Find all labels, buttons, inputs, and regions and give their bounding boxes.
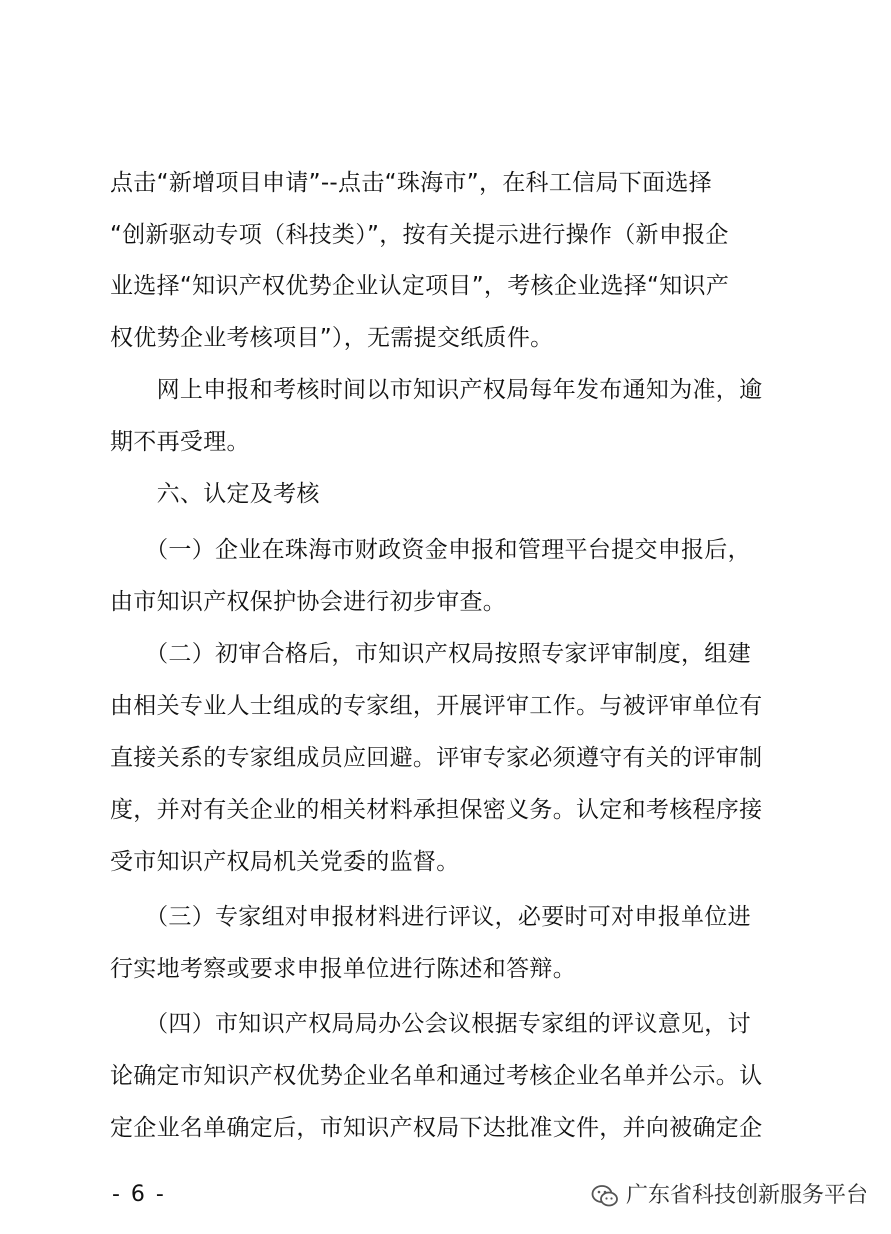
text-line: （三）专家组对申报材料进行评议，必要时可对申报单位进 (110, 904, 751, 930)
text-line: 定企业名单确定后，市知识产权局下达批准文件，并向被确定企 (110, 1115, 763, 1141)
section-heading: 六、认定及考核 (110, 481, 320, 507)
watermark-text: 广东省科技创新服务平台 (626, 1183, 869, 1208)
text-line: 度，并对有关企业的相关材料承担保密义务。认定和考核程序接 (110, 797, 763, 823)
text-line: 点击“新增项目申请”--点击“珠海市”，在科工信局下面选择 (110, 170, 712, 196)
watermark (590, 1178, 868, 1214)
text-line: （四）市知识产权局局办公会议根据专家组的评议意见，讨 (110, 1011, 751, 1037)
text-line: “创新驱动专项（科技类）”，按有关提示进行操作（新申报企 (110, 222, 729, 248)
text-line: 期不再受理。 (110, 429, 250, 455)
text-line: 论确定市知识产权优势企业名单和通过考核企业名单并公示。认 (110, 1063, 763, 1089)
text-line: 业选择“知识产权优势企业认定项目”，考核企业选择“知识产 (110, 273, 730, 299)
text-line: 由相关专业人士组成的专家组，开展评审工作。与被评审单位有 (110, 693, 763, 719)
text-line: 网上申报和考核时间以市知识产权局每年发布通知为准，逾 (110, 377, 763, 403)
wechat-icon (590, 1181, 620, 1211)
text-line: 权优势企业考核项目”），无需提交纸质件。 (110, 325, 554, 351)
text-line: 受市知识产权局机关党委的监督。 (110, 849, 460, 875)
text-line: （一）企业在珠海市财政资金申报和管理平台提交申报后， (110, 537, 751, 563)
text-line: 由市知识产权保护协会进行初步审查。 (110, 589, 507, 615)
page-number: - 6 - (112, 1182, 166, 1207)
text-line: 行实地考察或要求申报单位进行陈述和答辩。 (110, 956, 576, 982)
text-line: （二）初审合格后，市知识产权局按照专家评审制度，组建 (110, 641, 751, 667)
text-line: 直接关系的专家组成员应回避。评审专家必须遵守有关的评审制 (110, 745, 763, 771)
